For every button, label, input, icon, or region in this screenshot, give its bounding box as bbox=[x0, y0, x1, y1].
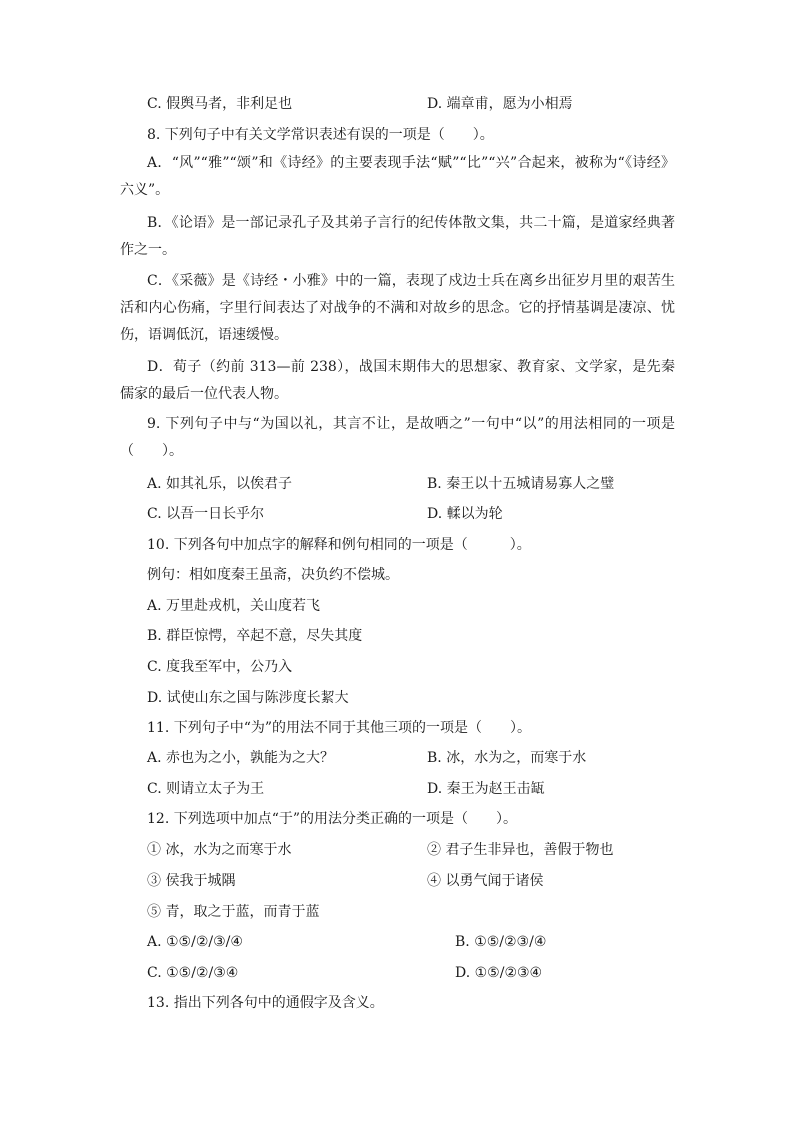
q8-option-b: B．《论语》是一部记录孔子及其弟子言行的纪传体散文集，共二十篇，是道家经典著作之一。 bbox=[120, 215, 675, 258]
q7-option-d: D. 端章甫，愿为小相焉 bbox=[427, 96, 573, 112]
q10-option-c: C. 度我至军中，公乃入 bbox=[147, 659, 293, 675]
q11-option-d: D. 秦王为赵王击缻 bbox=[427, 781, 545, 797]
q11-option-a: A. 赤也为之小，孰能为之大？ bbox=[147, 750, 335, 766]
q9-option-d: D. 輮以为轮 bbox=[427, 506, 503, 522]
q12-sentence-2: ② 君子生非异也，善假于物也 bbox=[427, 842, 614, 858]
q7-option-c: C. 假舆马者，非利足也 bbox=[147, 96, 293, 112]
q12-sentence-4: ④ 以勇气闻于诸侯 bbox=[427, 873, 544, 889]
q11-option-b: B. 冰，水为之，而寒于水 bbox=[427, 750, 587, 766]
q11-option-c: C. 则请立太子为王 bbox=[147, 781, 265, 797]
q12-option-b: B. ①⑤/②③/④ bbox=[455, 934, 547, 950]
q13-stem: 13. 指出下列各句中的通假字及含义。 bbox=[147, 995, 384, 1011]
q10-option-a: A. 万里赴戎机，关山度若飞 bbox=[147, 598, 321, 614]
q8-option-c: C．《采薇》是《诗经・小雅》中的一篇，表现了戍边士兵在离乡出征岁月里的艰苦生活和内心伤痛，字里行间表达了对战争的不满和对故乡的思念。它的抒情基调是凄凉、忧伤，语调低沉，语速缓慢。 bbox=[120, 273, 675, 343]
q12-option-d: D. ①⑤/②③④ bbox=[455, 965, 543, 981]
q8-stem: 8. 下列句子中有关文学常识表述有误的一项是（ ）。 bbox=[147, 127, 494, 143]
q10-option-d: D. 试使山东之国与陈涉度长絜大 bbox=[147, 690, 349, 706]
q9-stem: 9. 下列句子中与“为国以礼，其言不让，是故哂之”一句中“以”的用法相同的一项是（ ）。 bbox=[120, 416, 675, 459]
q10-example: 例句：相如度秦王虽斋，决负约不偿城。 bbox=[147, 567, 399, 583]
q12-stem: 12. 下列选项中加点“于”的用法分类正确的一项是（ ）。 bbox=[147, 811, 518, 827]
q12-option-a: A. ①⑤/②/③/④ bbox=[147, 934, 243, 950]
q12-sentence-5: ⑤ 青，取之于蓝，而青于蓝 bbox=[147, 904, 320, 920]
q9-option-b: B. 秦王以十五城请易寡人之璧 bbox=[427, 476, 615, 492]
q10-option-b: B. 群臣惊愕，卒起不意，尽失其度 bbox=[147, 628, 363, 644]
q8-option-a: A．“风”“雅”“颂”和《诗经》的主要表现手法“赋”“比”“兴”合起来，被称为“《诗经》六义”。 bbox=[120, 155, 675, 198]
q9-option-c: C. 以吾一日长乎尔 bbox=[147, 506, 265, 522]
q12-sentence-1: ① 冰，水为之而寒于水 bbox=[147, 842, 292, 858]
q9-option-a: A. 如其礼乐，以俟君子 bbox=[147, 476, 293, 492]
q10-stem: 10. 下列各句中加点字的解释和例句相同的一项是（ ）。 bbox=[147, 537, 531, 553]
q8-option-d: D．荀子（约前 313—前 238），战国末期伟大的思想家、教育家、文学家，是先秦儒家的最后一位代表人物。 bbox=[120, 359, 675, 402]
q12-sentence-3: ③ 侯我于城隅 bbox=[147, 873, 236, 889]
q12-option-c: C. ①⑤/②/③④ bbox=[147, 965, 239, 981]
q11-stem: 11. 下列句子中“为”的用法不同于其他三项的一项是（ ）。 bbox=[147, 720, 532, 736]
